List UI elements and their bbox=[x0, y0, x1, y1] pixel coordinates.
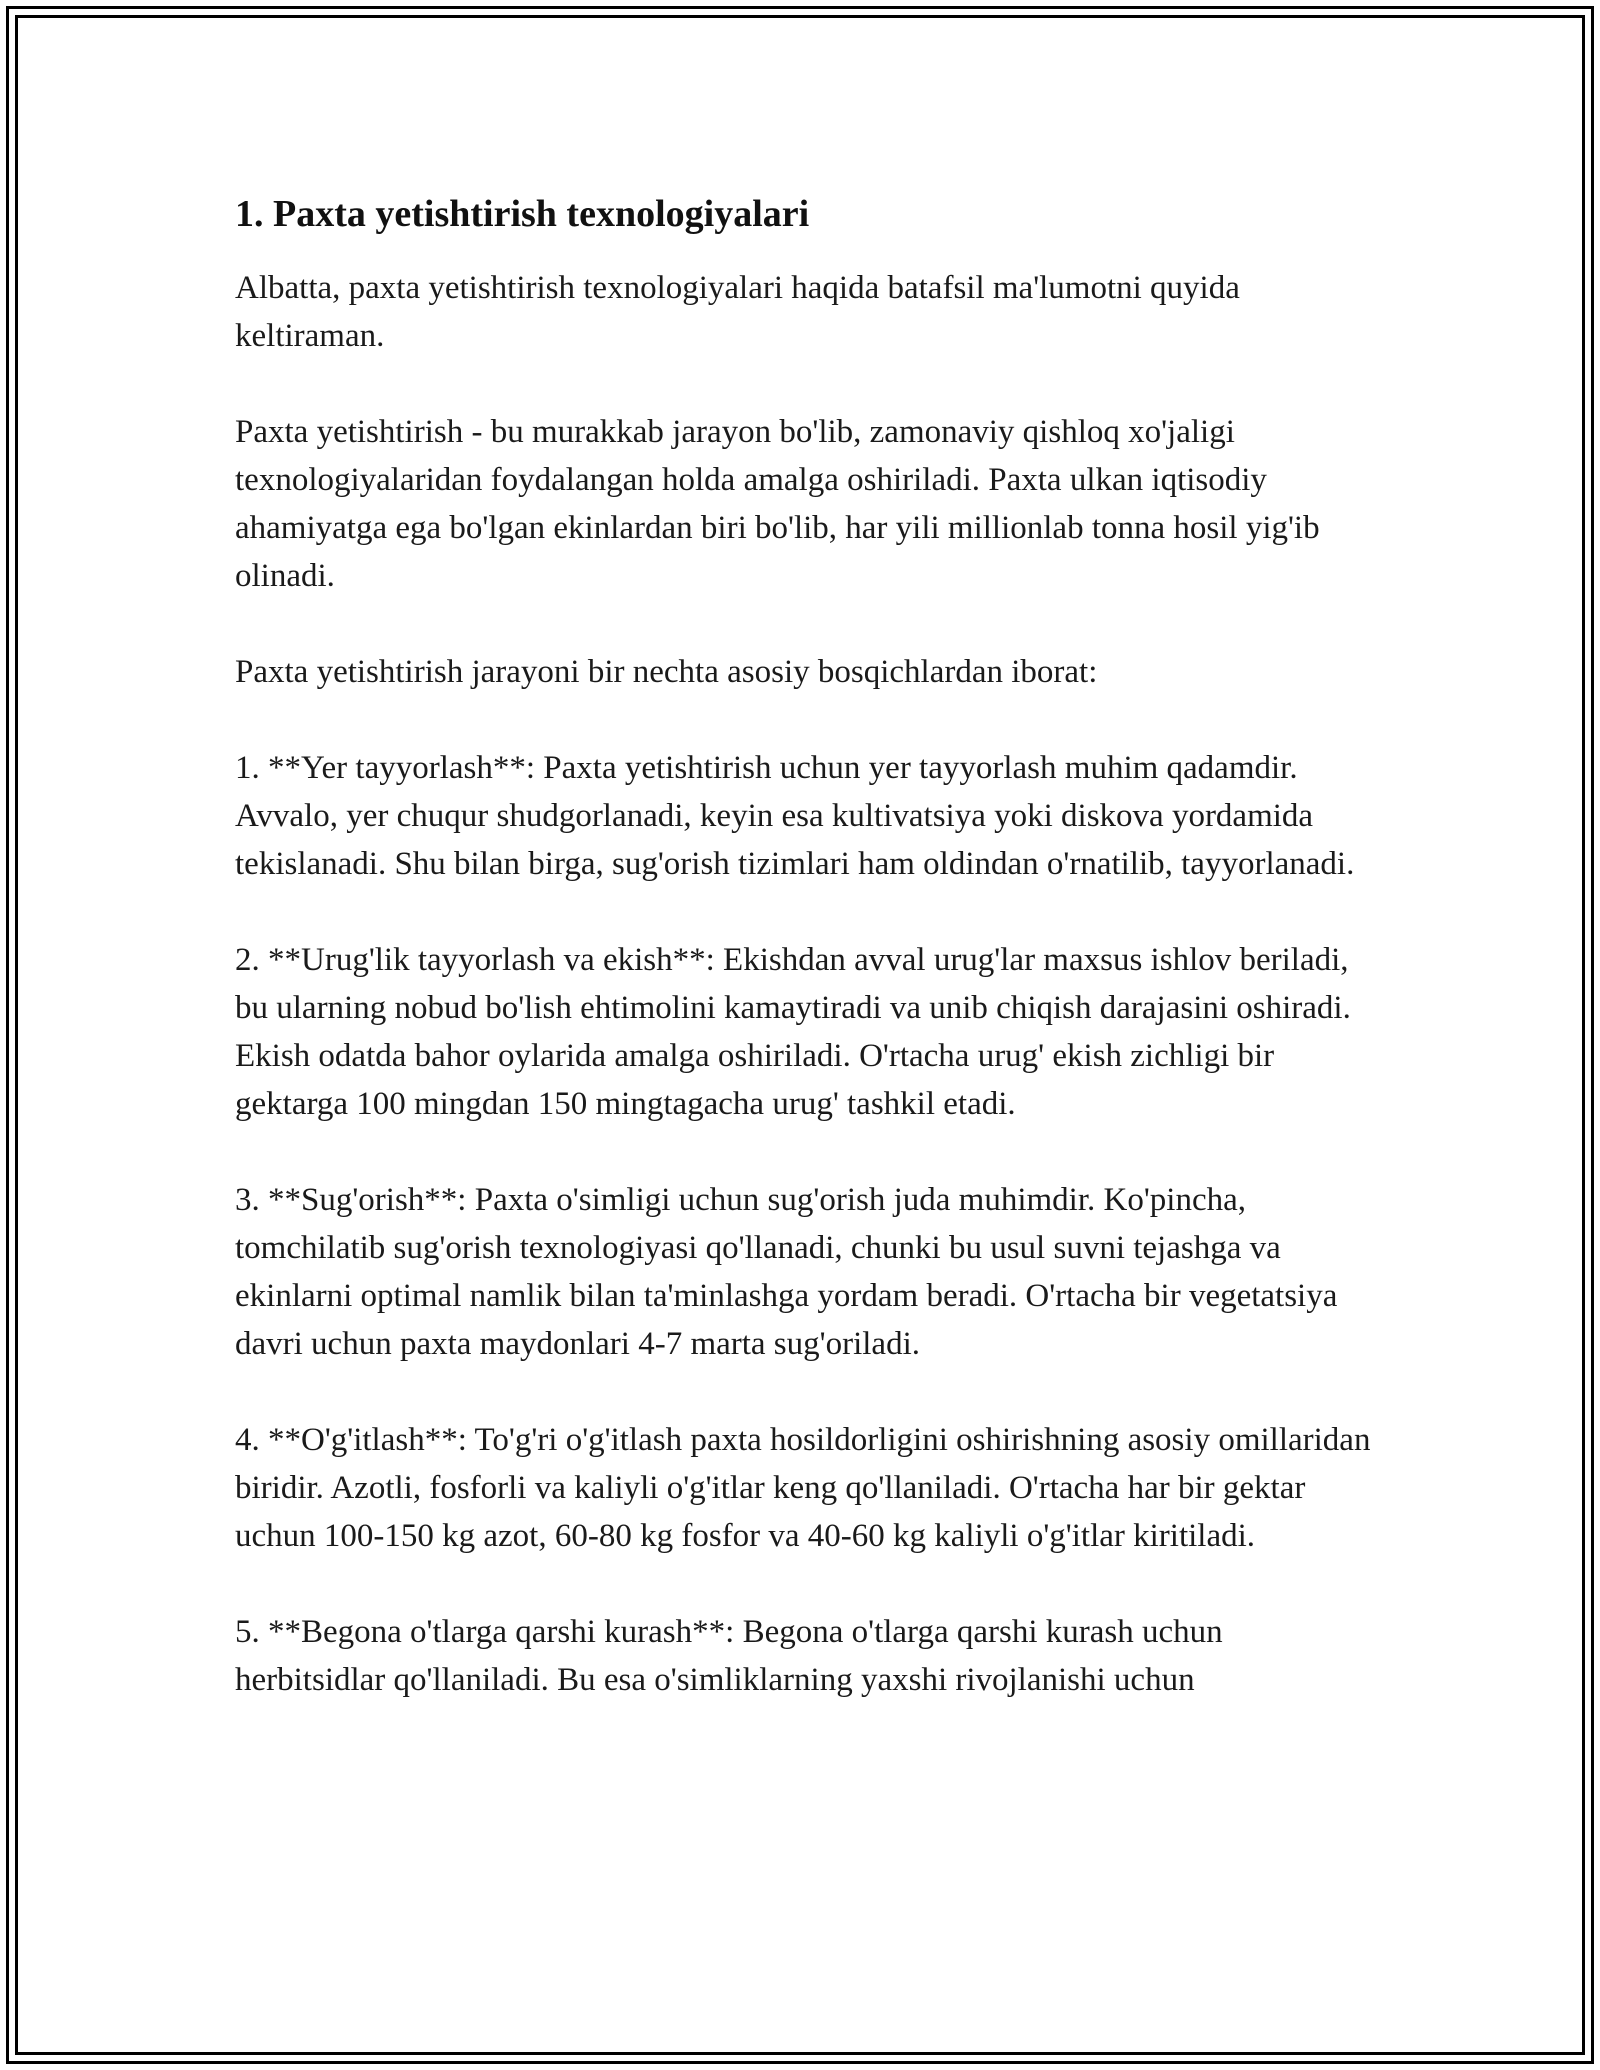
list-item-fertilizing: 4. **O'g'itlash**: To'g'ri o'g'itlash paxta hosildorligini oshirishning asosiy omillaridan biridir. Azotli, fosforli va kaliyli o'g'itlar keng qo'llaniladi. O'rtacha har bir gektar uchun 100-150 kg azot, 60-80 kg fosfor va 40-60 kg kaliyli o'g'itlar kiritiladi. bbox=[235, 1422, 1371, 1554]
document-title: 1. Paxta yetishtirish texnologiyalari bbox=[235, 193, 810, 235]
list-item-irrigation: 3. **Sug'orish**: Paxta o'simligi uchun sug'orish juda muhimdir. Ko'pincha, tomchilatib sug'orish texnologiyasi qo'llanadi, chunki bu usul suvni tejashga va ekinlarni optimal namlik bilan ta'minlashga yordam beradi. O'rtacha bir vegetatsiya davri uchun paxta maydonlari 4-7 marta sug'oriladi. bbox=[235, 1182, 1338, 1362]
paragraph-intro: Albatta, paxta yetishtirish texnologiyalari haqida batafsil ma'lumotni quyida keltiraman. bbox=[235, 270, 1240, 354]
document-body bbox=[235, 186, 1375, 1752]
paragraph-stages-intro: Paxta yetishtirish jarayoni bir nechta asosiy bosqichlardan iborat: bbox=[235, 654, 1098, 690]
list-item-weed-control: 5. **Begona o'tlarga qarshi kurash**: Begona o'tlarga qarshi kurash uchun herbitsidlar qo'llaniladi. Bu esa o'simliklarning yaxshi rivojlanishi uchun bbox=[235, 1614, 1223, 1698]
list-item-seed-sowing: 2. **Urug'lik tayyorlash va ekish**: Ekishdan avval urug'lar maxsus ishlov beriladi, bu ularning nobud bo'lish ehtimolini kamaytiradi va unib chiqish darajasini oshiradi. Ekish odatda bahor oylarida amalga oshiriladi. O'rtacha urug' ekish zichligi bir gektarga 100 mingdan 150 mingtagacha urug' tashkil etadi. bbox=[235, 942, 1351, 1122]
list-item-land-preparation: 1. **Yer tayyorlash**: Paxta yetishtirish uchun yer tayyorlash muhim qadamdir. Avvalo, yer chuqur shudgorlanadi, keyin esa kultivatsiya yoki diskova yordamida tekislanadi. Shu bilan birga, sug'orish tizimlari ham oldindan o'rnatilib, tayyorlanadi. bbox=[235, 750, 1355, 882]
paragraph-overview: Paxta yetishtirish - bu murakkab jarayon bo'lib, zamonaviy qishloq xo'jaligi texnologiyalaridan foydalangan holda amalga oshiriladi. Paxta ulkan iqtisodiy ahamiyatga ega bo'lgan ekinlardan biri bo'lib, har yili millionlab tonna hosil yig'ib olinadi. bbox=[235, 414, 1320, 594]
